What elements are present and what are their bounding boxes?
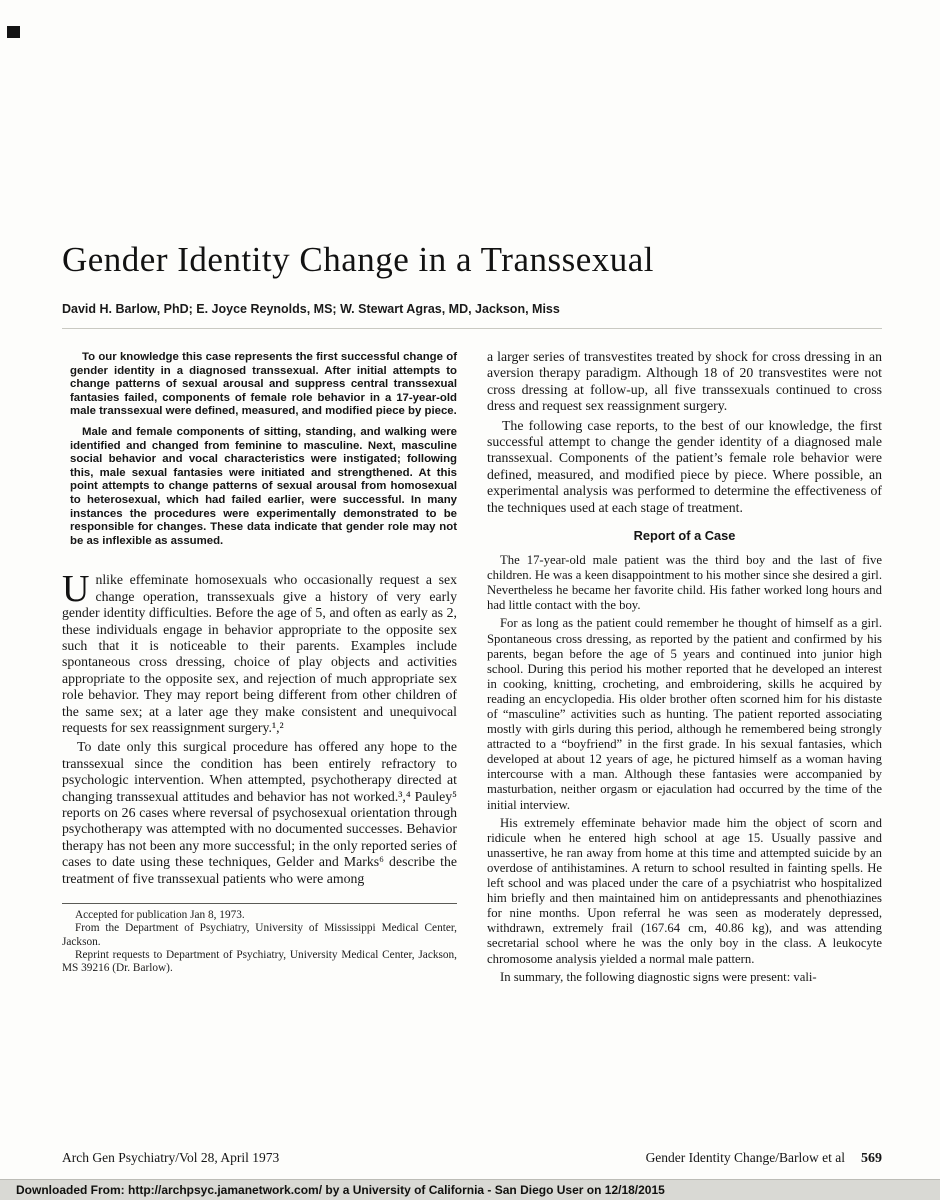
paragraph: The following case reports, to the best of our knowledge, the first successful attempt to change the gender identity of a diagnosed male transsexual. Components of the patient’s female role behavior were defined, measured, and modified piece by piece. Where possible, an experimental analysis was performed to determine the effectiveness of the techniques used at each stage of treatment. [487, 417, 882, 515]
intro-paragraph-text: nlike effeminate homosexuals who occasionally request a sex change operation, transsexuals give a history of very early gender identity difficulties. Before the age of 5, and often as early as 2, these individuals engage in behavior appropriate to the opposite sex such that it is noticeable to their parents. Examples include spontaneous cross dressing, choice of play objects and activities appropriate to the opposite sex, and rejection of much appropriate sex role behavior. They may report being different from other children of the same sex; at a later age they make consistent and unequivocal requests for sex reassignment surgery.¹,² [62, 572, 457, 735]
intro-paragraph [62, 568, 457, 736]
footer-journal-info: Arch Gen Psychiatry/Vol 28, April 1973 [62, 1150, 280, 1165]
right-body-paragraphs [487, 349, 882, 516]
page-content [62, 0, 882, 988]
paragraph: The 17-year-old male patient was the third boy and the last of five children. He was a keen disappointment to his mother since she desired a girl. Nevertheless he became her favorite child. His father worked long hours and had little contact with the boy. [487, 553, 882, 613]
footer-right [646, 1150, 882, 1167]
page-title: Gender Identity Change in a Transsexual [62, 240, 655, 279]
case-report-paragraphs [487, 553, 882, 985]
abstract [70, 351, 457, 548]
paragraph: Accepted for publication Jan 8, 1973. [75, 909, 245, 922]
authors-line: David H. Barlow, PhD; E. Joyce Reynolds, MS; W. Stewart Agras, MD, Jackson, Miss [62, 302, 560, 316]
header-rule [62, 328, 882, 329]
paragraph: a larger series of transvestites treated by shock for cross dressing in an aversion therapy paradigm. Although 18 of 20 transvestites were not cross dressing at follow-up, all five transsexuals continued to cross dress and request sex reassignment surgery. [487, 349, 882, 414]
paragraph: To date only this surgical procedure has offered any hope to the transsexual since the condition has been entirely refractory to psychologic intervention. When attempted, psychotherapy directed at changing transsexual attitudes and behavior has not worked.³,⁴ Pauley⁵ reports on 26 cases where reversal of psychosexual orientation through psychotherapy was attempted with no documented successes. Behavior therapy has not been any more successful; in the only reported series of cases to date using these techniques, Gelder and Marks⁶ describe the treatment of five transsexual patients who were among [62, 739, 457, 886]
paragraph: Male and female components of sitting, standing, and walking were identified and changed from feminine to masculine. Next, masculine social behavior and vocal characteristics were instigated; following this, male sexual fantasies were initiated and strengthened. At this point attempts to change patterns of sexual arousal from homosexual to heterosexual, which had failed earlier, were successful. In many instances the procedures were experimentally demonstrated to be responsible for changes. These data indicate that gender role may not be as inflexible as assumed. [70, 425, 457, 547]
footnote [62, 903, 457, 975]
two-column-layout [62, 349, 882, 988]
left-column [62, 349, 457, 988]
footer-page-number: 569 [861, 1151, 882, 1166]
drop-cap: U [62, 568, 90, 611]
page-footer [62, 1150, 882, 1167]
paragraph: His extremely effeminate behavior made him the object of scorn and ridicule when he entered high school at age 15. Usually passive and unassertive, he ran away from home at this time and attempted suicide by an overdose of antihistamines. A return to school resulted in fainting spells. He left school and was placed under the care of a psychiatrist who hospitalized him briefly and then maintained him on antidepressants and phenothiazines for nine months. Upon referral he was seen as moderately depressed, withdrawn, extremely frail (167.64 cm, 40.86 kg), and was attending secretarial school where he was the only boy in the class. A leukocyte chromosome analysis yielded a normal male pattern. [487, 815, 882, 966]
paragraph: In summary, the following diagnostic signs were present: vali- [500, 969, 817, 984]
paragraph: For as long as the patient could remember he thought of himself as a girl. Spontaneous cross dressing, as reported by the patient and confirmed by his parents, began before the age of 5 years and continued into junior high school. During this period his mother reported that he developed an interest in cooking, knitting, crocheting, and embroidering, skills he acquired by reading an encyclopedia. His older brother often scorned him for his distaste of “masculine” activities such as hunting. The patient reported associating mostly with girls during this period, although he remembered being strongly attracted to a “boyfriend” in the first grade. In his sexual fantasies, which developed at about 12 years of age, he pictured himself as a woman having intercourse with a man. Although these fantasies were accompanied by masturbation, neither orgasm or ejaculation had occurred by the time of the initial interview. [487, 616, 882, 812]
scan-artifact [7, 26, 20, 38]
paragraph: To our knowledge this case represents the first successful change of gender identity in a diagnosed transsexual. After initial attempts to change patterns of sexual arousal and suppress central transsexual fantasies failed, components of female role behavior in a 17-year-old male transsexual were defined, measured, and modified piece by piece. [70, 351, 457, 418]
left-body-paragraphs [62, 739, 457, 887]
section-heading-report-of-a-case: Report of a Case [633, 528, 736, 544]
paragraph: Reprint requests to Department of Psychiatry, University Medical Center, Jackson, MS 39216 (Dr. Barlow). [62, 948, 457, 975]
footer-running-title: Gender Identity Change/Barlow et al [645, 1150, 845, 1165]
right-column [487, 349, 882, 988]
paragraph: From the Department of Psychiatry, University of Mississippi Medical Center, Jackson. [62, 922, 457, 948]
download-stamp-bar: Downloaded From: http://archpsyc.jamanetwork.com/ by a University of California - San Diego User on 12/18/2015 [0, 1179, 940, 1200]
